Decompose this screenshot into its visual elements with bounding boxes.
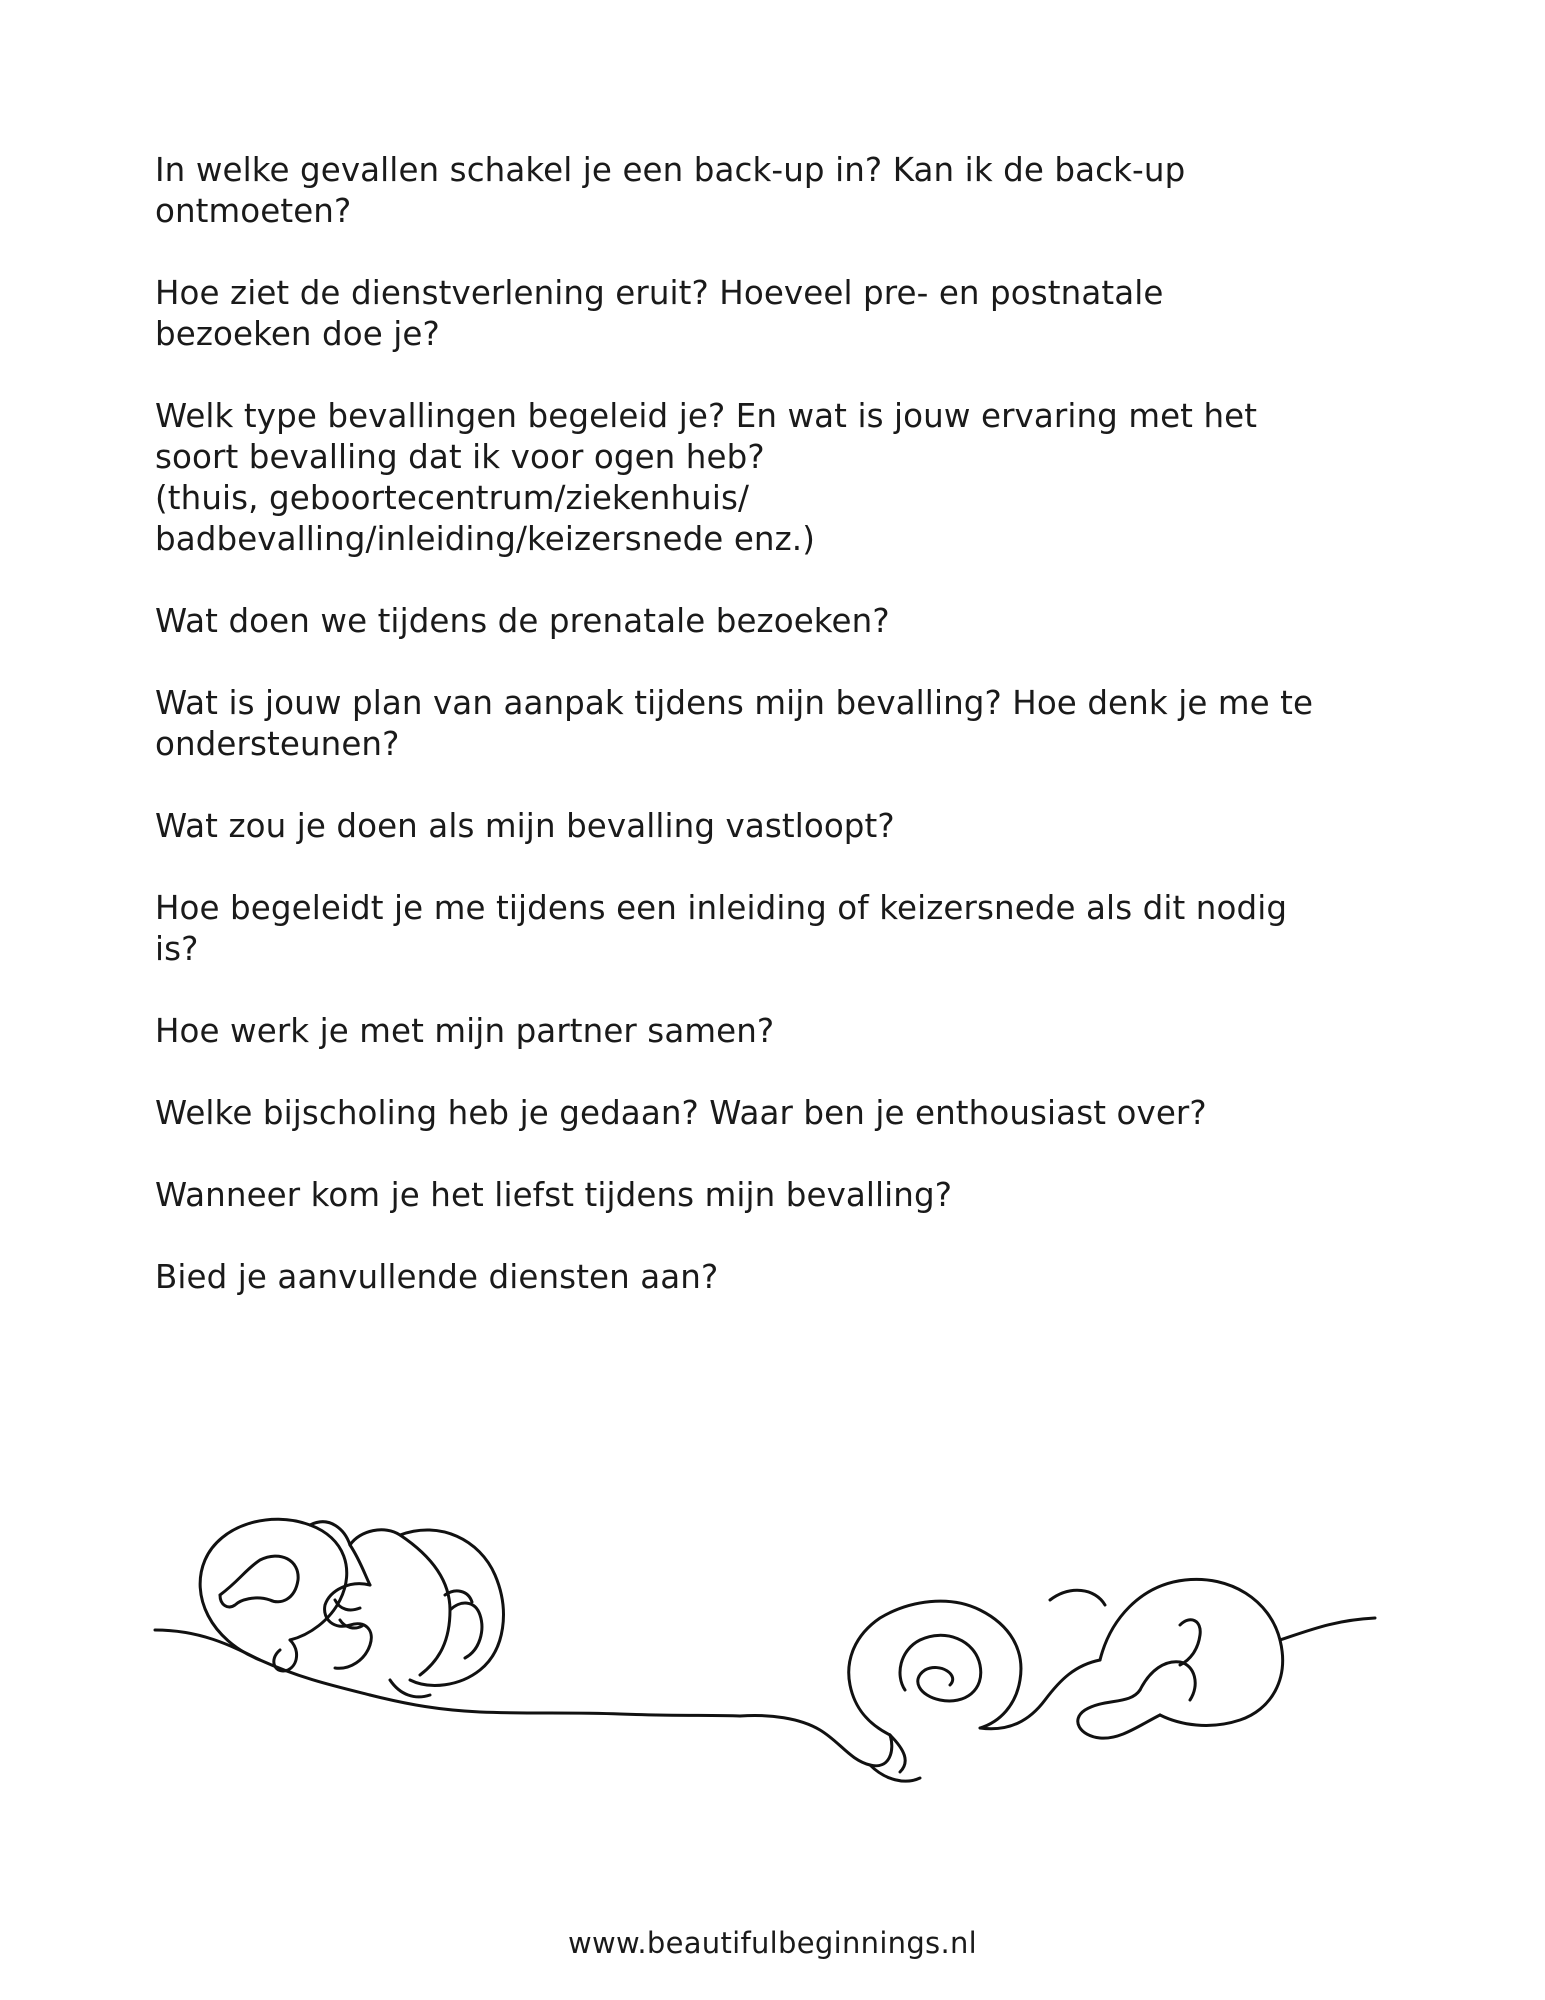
footer — [0, 1925, 1545, 1961]
question-2: Hoe ziet de dienstverlening eruit? Hoeveel pre- en postnatale bezoeken doe je? — [155, 274, 1164, 353]
question-5: Wat is jouw plan van aanpak tijdens mijn bevalling? Hoe denk je me te ondersteunen? — [155, 684, 1314, 763]
question-4: Wat doen we tijdens de prenatale bezoeken? — [155, 602, 890, 640]
question-6: Wat zou je doen als mijn bevalling vastloopt? — [155, 807, 895, 845]
question-11: Bied je aanvullende diensten aan? — [155, 1258, 719, 1296]
question-list — [155, 150, 1395, 1339]
question-7: Hoe begeleidt je me tijdens een inleiding of keizersnede als dit nodig is? — [155, 889, 1288, 968]
question-10: Wanneer kom je het liefst tijdens mijn bevalling? — [155, 1176, 953, 1214]
website-link[interactable]: www.beautifulbeginnings.nl — [567, 1926, 978, 1960]
question-9: Welke bijscholing heb je gedaan? Waar ben je enthousiast over? — [155, 1094, 1207, 1132]
question-3: Welk type bevallingen begeleid je? En wat is jouw ervaring met het soort bevalling dat ik voor ogen heb? (thuis, geboortecentrum/ziekenhuis/ badbevalling/inleiding/keizersnede enz.) — [155, 397, 1258, 558]
question-8: Hoe werk je met mijn partner samen? — [155, 1012, 775, 1050]
question-1: In welke gevallen schakel je een back-up in? Kan ik de back-up ontmoeten? — [155, 151, 1186, 230]
sleeping-babies-line-art-icon — [150, 1500, 1380, 1820]
